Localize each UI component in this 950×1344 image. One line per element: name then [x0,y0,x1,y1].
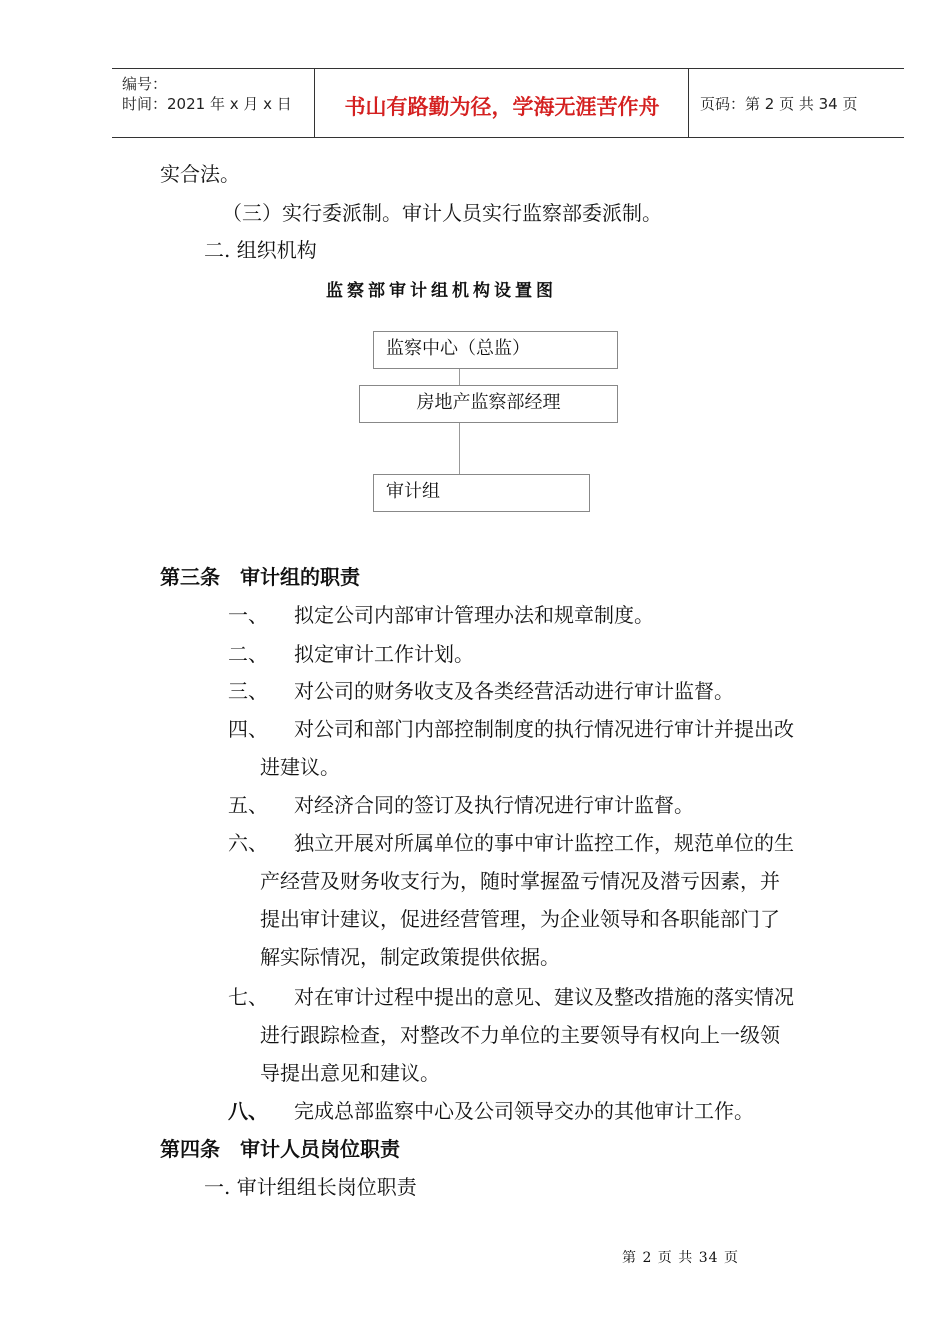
motto: 书山有路勤为径，学海无涯苦作舟 [344,95,660,119]
header-info-cell [112,69,315,137]
article-4-sub-heading: 一. 审计组组长岗位职责 [204,1175,417,1199]
list-item-text: 提出审计建议，促进经营管理，为企业领导和各职能部门了 [260,907,780,931]
org-node-label: 监察中心（总监） [386,338,530,359]
list-item-text: 解实际情况，制定政策提供依据。 [260,945,560,969]
list-item-text: 导提出意见和建议。 [260,1061,440,1085]
list-item-number: 三、 [228,679,268,703]
list-item-number: 六、 [228,831,268,855]
page-info: 页码：第 2 页 共 34 页 [700,95,858,113]
list-item-text: 对经济合同的签订及执行情况进行审计监督。 [294,793,694,817]
list-item-number: 八、 [228,1099,268,1123]
list-item-text: 进行跟踪检查，对整改不力单位的主要领导有权向上一级领 [260,1023,780,1047]
section-heading-org: 二. 组织机构 [204,238,317,262]
org-connector-2 [459,422,460,474]
list-item-number: 四、 [228,717,268,741]
intro-line-2: （三）实行委派制。审计人员实行监察部委派制。 [222,201,662,225]
list-item-text: 拟定审计工作计划。 [294,642,474,666]
list-item-text: 拟定公司内部审计管理办法和规章制度。 [294,603,654,627]
org-node-audit-group [373,474,590,512]
list-item-number: 七、 [228,985,268,1009]
org-connector-1 [459,368,460,386]
code-label: 编号： [122,75,168,93]
list-item-number: 一、 [228,603,268,627]
article-4-heading: 第四条 审计人员岗位职责 [160,1137,400,1161]
article-3-heading: 第三条 审计组的职责 [160,565,360,589]
org-node-dept-manager [359,385,618,423]
header-motto-cell [316,69,689,137]
list-item-text: 进建议。 [260,755,340,779]
org-node-supervision-center [373,331,618,369]
org-node-label: 审计组 [386,481,440,502]
date-label: 时间：2021 年 x 月 x 日 [122,95,292,113]
org-chart-title: 监察部审计组机构设置图 [326,281,557,301]
page-header [112,68,904,138]
list-item-text: 完成总部监察中心及公司领导交办的其他审计工作。 [294,1099,754,1123]
header-page-cell [690,69,904,137]
list-item-text: 产经营及财务收支行为，随时掌握盈亏情况及潜亏因素，并 [260,869,780,893]
page-footer: 第 2 页 共 34 页 [622,1250,739,1266]
list-item-text: 对公司的财务收支及各类经营活动进行审计监督。 [294,679,734,703]
org-node-label: 房地产监察部经理 [416,392,561,413]
list-item-number: 五、 [228,793,268,817]
list-item-text: 对公司和部门内部控制制度的执行情况进行审计并提出改 [294,717,794,741]
list-item-text: 独立开展对所属单位的事中审计监控工作，规范单位的生 [294,831,794,855]
list-item-number: 二、 [228,642,268,666]
list-item-text: 对在审计过程中提出的意见、建议及整改措施的落实情况 [294,985,794,1009]
intro-line-1: 实合法。 [160,162,240,186]
